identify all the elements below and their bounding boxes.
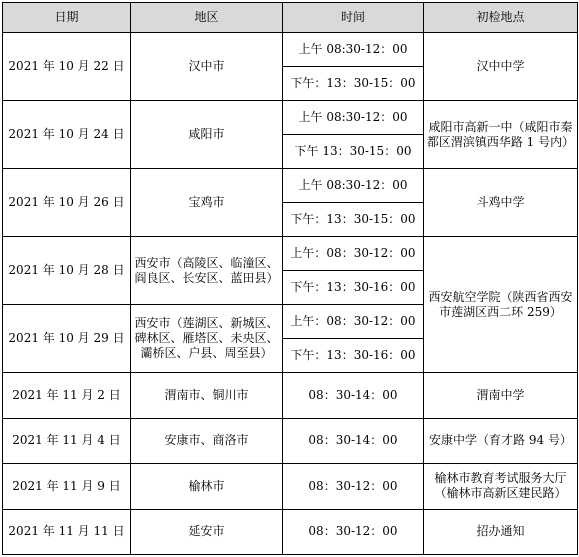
table-row	[3, 32, 578, 66]
header-time: 时间	[283, 3, 424, 33]
region-cell: 咸阳市	[131, 101, 283, 169]
time-cell: 下午：13：30-16：00	[283, 339, 424, 373]
time-cell: 上午 08:30-12：00	[283, 101, 424, 135]
time-cell: 上午：08：30-12：00	[283, 305, 424, 339]
time-cell: 上午：08：30-12：00	[283, 237, 424, 271]
header-row	[3, 3, 578, 33]
time-cell: 下午：13：30-15：00	[283, 203, 424, 237]
table-row	[3, 464, 578, 509]
venue-cell: 渭南中学	[424, 373, 578, 418]
time-cell: 下午 13：30-15：00	[283, 135, 424, 169]
time-cell: 08：30-14：00	[283, 373, 424, 418]
region-cell: 西安市（高陵区、临潼区、阎良区、长安区、蓝田县）	[131, 237, 283, 305]
time-cell: 08：30-12：00	[283, 464, 424, 509]
header-date: 日期	[3, 3, 131, 33]
date-cell: 2021 年 10 月 22 日	[3, 32, 131, 100]
date-cell: 2021 年 10 月 24 日	[3, 101, 131, 169]
time-cell: 08：30-14：00	[283, 418, 424, 463]
table-row	[3, 418, 578, 463]
date-cell: 2021 年 11 月 11 日	[3, 509, 131, 554]
date-cell: 2021 年 10 月 29 日	[3, 305, 131, 373]
schedule-table	[2, 2, 578, 555]
venue-cell: 安康中学（育才路 94 号）	[424, 418, 578, 463]
table-row	[3, 373, 578, 418]
table-row	[3, 101, 578, 135]
date-cell: 2021 年 10 月 26 日	[3, 169, 131, 237]
header-region: 地区	[131, 3, 283, 33]
venue-cell: 汉中中学	[424, 32, 578, 100]
header-venue: 初检地点	[424, 3, 578, 33]
region-cell: 宝鸡市	[131, 169, 283, 237]
time-cell: 上午 08:30-12：00	[283, 169, 424, 203]
region-cell: 榆林市	[131, 464, 283, 509]
date-cell: 2021 年 11 月 4 日	[3, 418, 131, 463]
venue-cell: 榆林市教育考试服务大厅（榆林市高新区建民路）	[424, 464, 578, 509]
time-cell: 上午 08:30-12：00	[283, 32, 424, 66]
region-cell: 安康市、商洛市	[131, 418, 283, 463]
region-cell: 汉中市	[131, 32, 283, 100]
venue-cell: 西安航空学院（陕西省西安市莲湖区西二环 259）	[424, 237, 578, 373]
table-row	[3, 169, 578, 203]
venue-cell: 招办通知	[424, 509, 578, 554]
region-cell: 延安市	[131, 509, 283, 554]
region-cell: 西安市（莲湖区、新城区、碑林区、雁塔区、未央区、灞桥区、户县、周至县）	[131, 305, 283, 373]
date-cell: 2021 年 10 月 28 日	[3, 237, 131, 305]
time-cell: 下午：13：30-15：00	[283, 66, 424, 100]
region-cell: 渭南市、铜川市	[131, 373, 283, 418]
venue-cell: 咸阳市高新一中（咸阳市秦都区渭滨镇西华路 1 号内）	[424, 101, 578, 169]
table-row	[3, 237, 578, 271]
time-cell: 08：30-12：00	[283, 509, 424, 554]
date-cell: 2021 年 11 月 2 日	[3, 373, 131, 418]
venue-cell: 斗鸡中学	[424, 169, 578, 237]
date-cell: 2021 年 11 月 9 日	[3, 464, 131, 509]
time-cell: 下午：13：30-16：00	[283, 271, 424, 305]
table-row	[3, 509, 578, 554]
